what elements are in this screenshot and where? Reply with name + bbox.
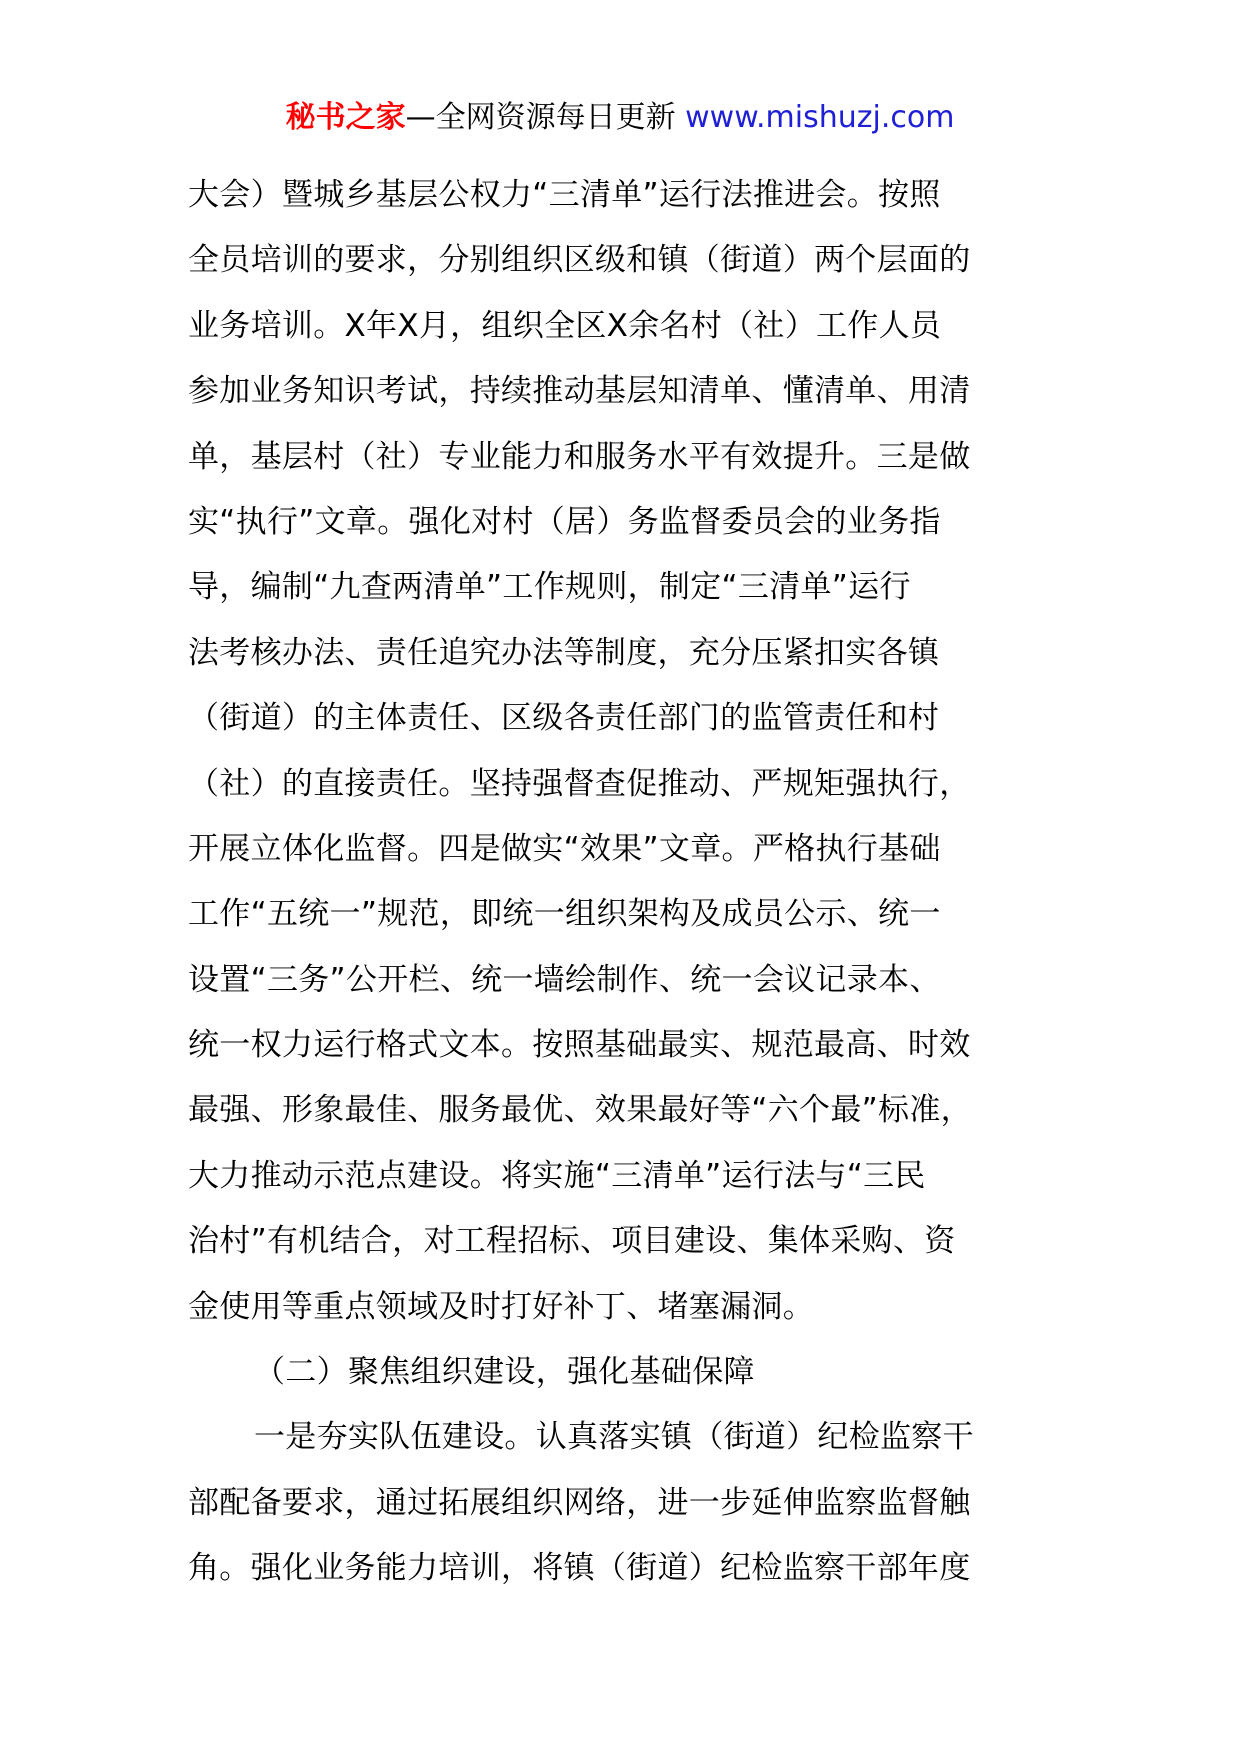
text-line: 大会）暨城乡基层公权力“三清单”运行法推进会。按照	[188, 177, 941, 213]
text-line: 治村”有机结合，对工程招标、项目建设、集体采购、资	[188, 1223, 956, 1260]
paragraph-first-line: 一是夯实队伍建设。认真落实镇（街道）纪检监察干	[254, 1419, 974, 1456]
text-line: 导，编制“九查两清单”工作规则，制定“三清单”运行	[188, 569, 911, 606]
text-line: 实“执行”文章。强化对村（居）务监督委员会的业务指	[188, 503, 941, 540]
text-line: 开展立体化监督。四是做实“效果”文章。严格执行基础	[188, 830, 941, 867]
text-line: 大力推动示范点建设。将实施“三清单”运行法与“三民	[188, 1157, 926, 1194]
document-body	[188, 163, 1068, 1602]
header-tagline: —全网资源每日更新	[405, 100, 686, 135]
text-line: 参加业务知识考试，持续推动基层知清单、懂清单、用清	[188, 373, 971, 410]
text-line: 工作“五统一”规范，即统一组织架构及成员公示、统一	[188, 896, 941, 933]
text-line: 角。强化业务能力培训，将镇（街道）纪检监察干部年度	[188, 1550, 971, 1587]
text-line: 单，基层村（社）专业能力和服务水平有效提升。三是做	[188, 438, 971, 475]
text-line: 统一权力运行格式文本。按照基础最实、规范最高、时效	[188, 1027, 971, 1064]
text-line: 部配备要求，通过拓展组织网络，进一步延伸监察监督触	[188, 1484, 971, 1521]
text-line: 最强、形象最佳、服务最优、效果最好等“六个最”标准，	[188, 1092, 972, 1129]
text-line: 业务培训。X年X月，组织全区X余名村（社）工作人员	[188, 307, 942, 344]
text-line: （街道）的主体责任、区级各责任部门的监管责任和村	[188, 700, 940, 737]
text-line: 设置“三务”公开栏、统一墙绘制作、统一会议记录本、	[188, 961, 941, 998]
text-line: 法考核办法、责任追究办法等制度，充分压紧扣实各镇	[188, 634, 940, 671]
text-line: 全员培训的要求，分别组织区级和镇（街道）两个层面的	[188, 242, 971, 279]
text-line: （社）的直接责任。坚持强督查促推动、严规矩强执行，	[188, 765, 971, 802]
header-brand: 秘书之家	[285, 100, 406, 135]
text-line: 金使用等重点领域及时打好补丁、堵塞漏洞。	[188, 1288, 814, 1325]
header-url-link[interactable]: www.mishuzj.com	[685, 100, 955, 135]
section-heading: （二）聚焦组织建设，强化基础保障	[254, 1354, 755, 1391]
page-header	[0, 98, 1240, 138]
